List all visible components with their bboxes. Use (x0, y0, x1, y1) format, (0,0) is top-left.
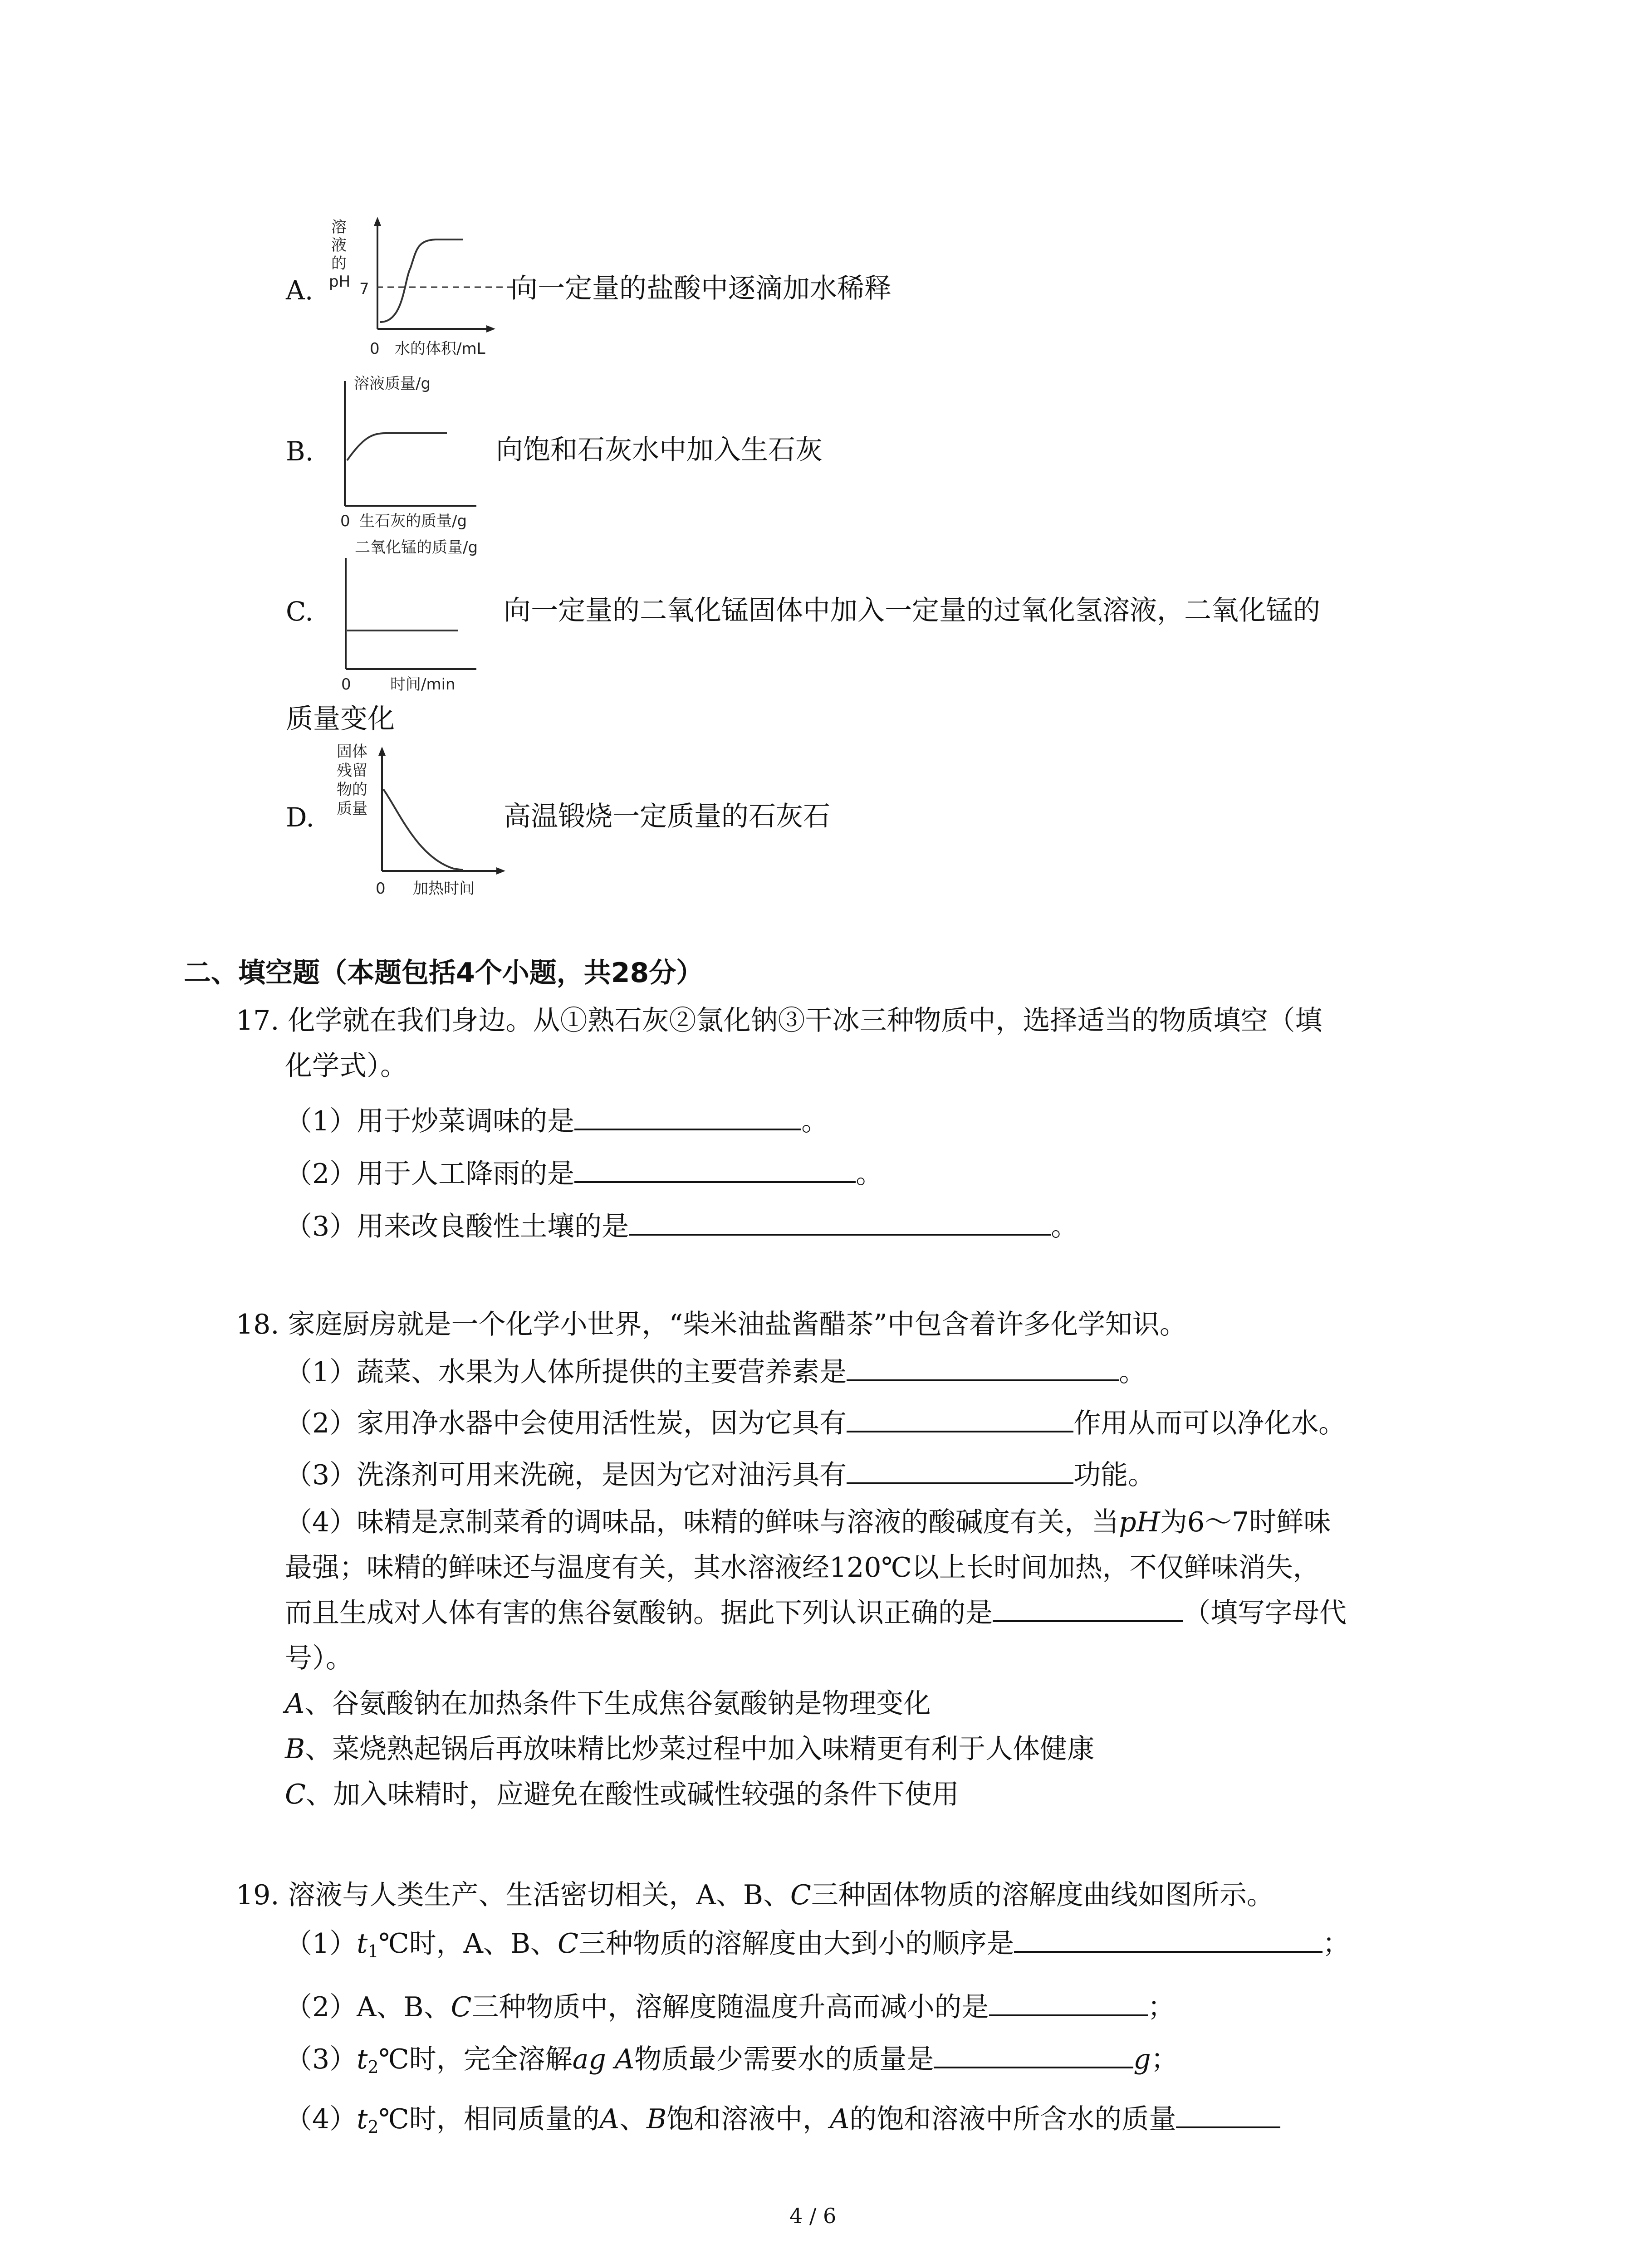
q18-line1: 18. 家庭厨房就是一个化学小世界，“柴米油盐酱醋茶”中包含着许多化学知识。 (236, 1309, 1187, 1340)
q18-part4-line3 (285, 1595, 1347, 1631)
graph-d-curve (383, 789, 463, 870)
q19-part2-c: C (451, 1991, 472, 2023)
graph-d-ylabel-3: 物的 (337, 781, 367, 799)
q18-part1-blank[interactable] (847, 1354, 1119, 1381)
q19-part4-t: t (357, 2103, 368, 2135)
graph-a-ytick: 7 (359, 280, 369, 298)
q19-part4-sub: 2 (367, 2117, 379, 2137)
graph-a-xlabel: 水的体积/mL (395, 340, 485, 358)
q18-part3 (285, 1457, 1155, 1493)
q19-part4-a: A (599, 2103, 619, 2135)
q18-part1-end: 。 (1119, 1356, 1146, 1388)
q18-option-a (285, 1686, 931, 1722)
q19-part2-text-a: （2）A、B、 (285, 1991, 451, 2023)
q19-part1-t: t (357, 1928, 368, 1960)
q18-part4-line1 (285, 1504, 1331, 1540)
q19-part1-end: ； (1322, 1928, 1350, 1960)
q19-part1-c: C (558, 1928, 578, 1960)
q18-part3-text: （3）洗涤剂可用来洗碗，是因为它对油污具有 (285, 1459, 847, 1491)
q17-part3 (285, 1208, 1078, 1245)
q17-line1: 17. 化学就在我们身边。从①熟石灰②氯化钠③干冰三种物质中，选择适当的物质填空（填 (236, 1005, 1323, 1036)
q18-part2-blank[interactable] (847, 1405, 1073, 1432)
q18-option-c-letter: C (285, 1779, 306, 1810)
graph-b-xlabel: 生石灰的质量/g (359, 512, 467, 530)
q19-line1-text-a: 19. 溶液与人类生产、生活密切相关，A、B、 (236, 1879, 790, 1911)
q18-part4-blank[interactable] (993, 1595, 1183, 1622)
q19-line1-c: C (790, 1879, 811, 1911)
graph-c-origin: 0 (341, 675, 351, 694)
q18-part1-text: （1）蔬菜、水果为人体所提供的主要营养素是 (285, 1356, 847, 1388)
q18-part1 (285, 1354, 1146, 1390)
q19-part3-mid: ℃时，完全溶解 (378, 2043, 573, 2075)
graph-b-curve (347, 433, 447, 460)
option-b-letter: B. (286, 436, 314, 467)
q19-part4-a2: A (830, 2103, 850, 2135)
q19-part4-mid2: 饱和溶液中， (666, 2103, 830, 2135)
graph-d (327, 739, 517, 903)
option-a-desc: 向一定量的盐酸中逐滴加水稀释 (510, 273, 892, 304)
q17-part2 (285, 1156, 883, 1192)
graph-a-ylabel-4: pH (329, 273, 351, 291)
q18-option-b-text: 、菜烧熟起锅后再放味精比炒菜过程中加入味精更有利于人体健康 (305, 1733, 1095, 1765)
option-c-letter: C. (286, 596, 314, 627)
q19-part3-g: g (1133, 2043, 1151, 2075)
q18-option-b-letter: B (285, 1733, 305, 1765)
graph-d-ylabel-4: 质量 (337, 800, 367, 818)
q17-part1-text: （1）用于炒菜调味的是 (285, 1105, 575, 1137)
graph-c-xlabel: 时间/min (390, 675, 456, 694)
graph-d-origin: 0 (376, 880, 386, 898)
q19-part2 (285, 1989, 1175, 2025)
graph-a-xarrow (486, 325, 495, 332)
q18-part4-text-a: （4）味精是烹制菜肴的调味品，味精的鲜味与溶液的酸碱度有关，当 (285, 1506, 1119, 1538)
q18-part3-blank[interactable] (847, 1457, 1073, 1484)
graph-b-ylabel: 溶液质量/g (354, 375, 431, 393)
q18-option-b (285, 1731, 1094, 1767)
q19-part3-blank[interactable] (934, 2041, 1133, 2068)
q19-part4-b: B (646, 2103, 667, 2135)
graph-c-ylabel: 二氧化锰的质量/g (355, 538, 478, 557)
q19-part1-mid: ℃时，A、B、 (378, 1928, 558, 1960)
q19-part1-blank[interactable] (1014, 1926, 1323, 1953)
option-d-desc: 高温锻烧一定质量的石灰石 (504, 801, 830, 832)
q19-part4-post: 的饱和溶液中所含水的质量 (849, 2103, 1176, 2135)
option-c-desc-line2: 质量变化 (286, 703, 395, 735)
q19-part2-text-b: 三种物质中，溶解度随温度升高而减小的是 (471, 1991, 989, 2023)
option-c-desc-line1: 向一定量的二氧化锰固体中加入一定量的过氧化氢溶液，二氧化锰的 (504, 595, 1320, 626)
q18-option-a-text: 、谷氨酸钠在加热条件下生成焦谷氨酸钠是物理变化 (304, 1688, 931, 1720)
graph-a-ylabel-2: 液 (331, 236, 347, 254)
q18-part4-line4: 号）。 (285, 1642, 353, 1674)
q19-part1-pre: （1） (285, 1928, 357, 1960)
graph-b-origin: 0 (340, 512, 350, 530)
q17-part3-blank[interactable] (629, 1208, 1051, 1236)
q18-part4-line2: 最强；味精的鲜味还与温度有关，其水溶液经120℃以上长时间加热，不仅鲜味消失， (285, 1552, 1320, 1584)
q17-part3-end: 。 (1051, 1211, 1078, 1242)
q17-line2: 化学式）。 (285, 1050, 407, 1082)
option-a-letter: A. (286, 275, 314, 306)
q18-part4-ph: pH (1119, 1506, 1160, 1538)
q17-part1 (285, 1103, 828, 1139)
graph-a-ylabel-3: 的 (331, 254, 347, 273)
q19-part1-post: 三种物质的溶解度由大到小的顺序是 (578, 1928, 1014, 1960)
graph-d-ylabel-2: 残留 (337, 762, 367, 780)
q19-part3-t: t (357, 2043, 368, 2075)
q19-part1-sub: 1 (367, 1941, 379, 1961)
graph-a (327, 213, 517, 376)
graph-d-yarrow (378, 747, 386, 756)
q18-part4-line3-end: （填写字母代 (1183, 1597, 1347, 1629)
graph-a-ylabel-1: 溶 (331, 218, 347, 236)
q17-part3-text: （3）用来改良酸性土壤的是 (285, 1211, 629, 1242)
q18-part2-end: 作用从而可以净化水。 (1073, 1408, 1346, 1439)
q18-option-c (285, 1776, 959, 1813)
q19-part3-post: 物质最少需要水的质量是 (634, 2043, 934, 2075)
option-d-letter: D. (286, 802, 314, 833)
q19-line1-text-b: 三种固体物质的溶解度曲线如图所示。 (811, 1879, 1274, 1911)
q19-part4-mid: ℃时，相同质量的 (378, 2103, 600, 2135)
q19-part2-end: ； (1147, 1991, 1175, 2023)
q18-part3-end: 功能。 (1073, 1459, 1156, 1491)
q19-part3-pre: （3） (285, 2043, 357, 2075)
graph-a-origin: 0 (370, 340, 380, 358)
graph-d-xarrow (496, 867, 505, 875)
q17-part2-blank[interactable] (574, 1156, 856, 1183)
q18-part4-line3-text: 而且生成对人体有害的焦谷氨酸钠。据此下列认识正确的是 (285, 1597, 993, 1629)
graph-a-curve (380, 240, 463, 322)
q18-part4-text-b: 为6～7时鲜味 (1160, 1506, 1331, 1538)
q17-part2-end: 。 (856, 1158, 883, 1190)
q17-part1-end: 。 (801, 1105, 829, 1137)
q17-part2-text: （2）用于人工降雨的是 (285, 1158, 575, 1190)
q19-part4-pre: （4） (285, 2103, 357, 2135)
q19-part1 (285, 1926, 1350, 1970)
q19-part4-sep: 、 (619, 2103, 647, 2135)
q19-part2-blank[interactable] (989, 1989, 1148, 2016)
q18-option-c-text: 、加入味精时，应避免在酸性或碱性较强的条件下使用 (305, 1779, 959, 1810)
graph-a-dashed (377, 285, 522, 289)
q19-part3-ag: ag A (572, 2043, 635, 2075)
q18-option-a-letter: A (285, 1688, 305, 1720)
q19-part3-end: ； (1151, 2043, 1178, 2075)
graph-d-ylabel-1: 固体 (337, 743, 367, 761)
q19-part4-blank[interactable] (1176, 2101, 1280, 2128)
option-b-desc: 向饱和石灰水中加入生石灰 (496, 434, 823, 466)
q19-part3-sub: 2 (367, 2057, 379, 2077)
page-number: 4 / 6 (789, 2204, 837, 2228)
q17-part1-blank[interactable] (574, 1103, 801, 1130)
q19-part3 (285, 2041, 1178, 2085)
graph-a-yarrow (374, 217, 381, 226)
q18-part2 (285, 1405, 1346, 1442)
section-title: 二、填空题（本题包括4个小题，共28分） (184, 957, 704, 989)
q19-line1 (236, 1877, 1274, 1913)
q19-part4 (285, 2101, 1280, 2145)
q18-part2-text: （2）家用净水器中会使用活性炭，因为它具有 (285, 1408, 847, 1439)
graph-d-xlabel: 加热时间 (413, 880, 475, 898)
